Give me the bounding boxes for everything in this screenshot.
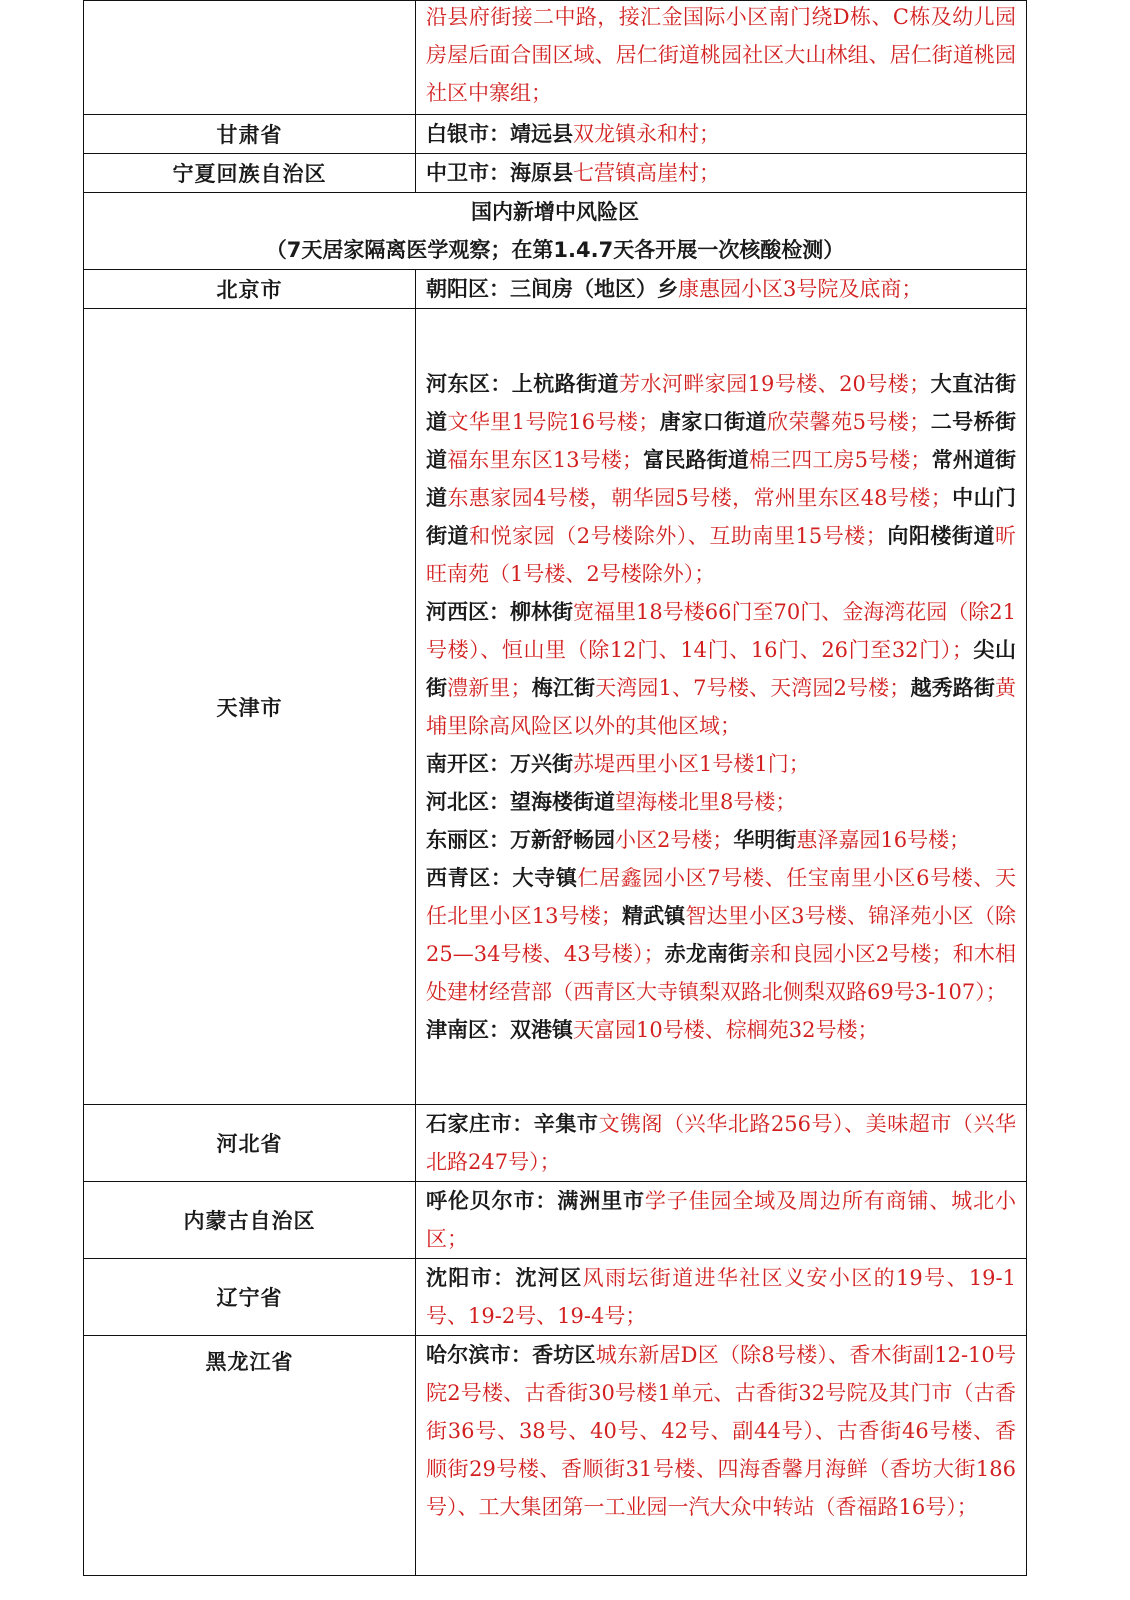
district-paragraph-hebei xyxy=(426,783,1016,821)
district-paragraph-jinnan xyxy=(426,1011,1016,1049)
district-label: 河东区：上杭路街道 xyxy=(426,371,619,396)
district-paragraph-dongli xyxy=(426,821,1016,859)
street-label: 向阳楼街道 xyxy=(886,523,995,548)
table-row xyxy=(84,1259,1027,1336)
province-cell: 北京市 xyxy=(84,270,416,309)
district-label: 东丽区：万新舒畅园 xyxy=(426,827,615,852)
area-text: 和悦家园（2号楼除外）、互助南里15号楼； xyxy=(469,523,887,548)
area-detail-cell xyxy=(416,154,1027,193)
area-detail-cell xyxy=(416,1,1027,115)
area-text: 昕旺南苑（1号楼、2号楼除外）； xyxy=(426,523,1016,586)
area-text: 仁居鑫园小区7号楼、任宝南里小区6号楼、天任北里小区13号楼； xyxy=(426,865,1016,928)
area-text: 双龙镇永和村； xyxy=(573,122,720,146)
area-detail-cell xyxy=(416,115,1027,154)
section-header-row xyxy=(84,193,1027,270)
area-text: 学子佳园全域及周边所有商铺、城北小区； xyxy=(426,1189,1017,1251)
city-district-label: 石家庄市：辛集市 xyxy=(426,1112,599,1136)
city-district-label: 哈尔滨市：香坊区 xyxy=(426,1343,596,1367)
area-text: 澧新里； xyxy=(447,675,532,700)
district-paragraph-hexi xyxy=(426,593,1016,745)
province-cell-empty xyxy=(84,1,416,115)
medium-risk-header xyxy=(84,193,1027,270)
area-text: 七营镇高崖村； xyxy=(573,161,720,185)
province-cell: 黑龙江省 xyxy=(84,1336,416,1576)
area-text: 文镌阁（兴华北路256号）、美味超市（兴华北路247号）； xyxy=(426,1112,1016,1174)
table-row xyxy=(84,154,1027,193)
province-cell: 河北省 xyxy=(84,1105,416,1182)
area-text: 城东新居D区（除8号楼）、香木街副12-10号院2号楼、古香街30号楼1单元、古香街32号院及其门市（古香街36号、38号、40号、42号、副44号）、古香街46号楼、香顺街29号楼、香顺街31号楼、四海香馨月海鲜（香坊大街186号）、工大集团第一工业园一汽大众中转站（香福路16号）； xyxy=(426,1343,1016,1519)
area-text: 东惠家园4号楼，朝华园5号楼，常州里东区48号楼； xyxy=(447,485,952,510)
city-district-label: 朝阳区：三间房（地区）乡 xyxy=(426,277,678,301)
area-detail-cell xyxy=(416,270,1027,309)
street-label: 唐家口街道 xyxy=(659,409,767,434)
area-text: 黄埔里除高风险区以外的其他区域； xyxy=(426,675,1017,738)
section-title: 国内新增中风险区 xyxy=(471,200,639,224)
area-detail-cell xyxy=(416,1336,1027,1576)
province-cell: 宁夏回族自治区 xyxy=(84,154,416,193)
area-text: 惠泽嘉园16号楼； xyxy=(796,827,971,852)
table-row xyxy=(84,270,1027,309)
area-detail-cell xyxy=(416,1259,1027,1336)
district-label: 西青区：大寺镇 xyxy=(426,865,578,890)
table-row xyxy=(84,115,1027,154)
table-row xyxy=(84,1,1027,115)
area-detail-cell xyxy=(416,1105,1027,1182)
risk-area-document xyxy=(83,0,1027,1576)
street-label: 尖山街 xyxy=(426,637,1017,700)
province-cell: 甘肃省 xyxy=(84,115,416,154)
risk-area-table xyxy=(83,0,1027,1576)
table-row xyxy=(84,1182,1027,1259)
area-text: 芳水河畔家园19号楼、20号楼； xyxy=(619,371,931,396)
district-label: 南开区：万兴街 xyxy=(426,751,573,776)
area-text: 文华里1号院16号楼； xyxy=(447,409,660,434)
city-district-label: 沈阳市：沈河区 xyxy=(426,1266,583,1290)
street-label: 越秀路街 xyxy=(910,675,996,700)
street-label: 赤龙南街 xyxy=(664,941,750,966)
street-label: 中山门街道 xyxy=(426,485,1017,548)
area-text: 亲和良园小区2号楼；和木相处建材经营部（西青区大寺镇梨双路北侧梨双路69号3-107）； xyxy=(426,941,1016,1004)
area-text: 小区2号楼； xyxy=(615,827,734,852)
street-label: 常州道街道 xyxy=(426,447,1016,510)
table-row xyxy=(84,1105,1027,1182)
area-text: 欣荣馨苑5号楼； xyxy=(766,409,931,434)
area-detail-cell xyxy=(416,309,1027,1105)
district-paragraph-xiqing xyxy=(426,859,1016,1011)
street-label: 精武镇 xyxy=(621,903,686,928)
area-text: 风雨坛街道进华社区义安小区的19号、19-1号、19-2号、19-4号； xyxy=(426,1266,1016,1328)
city-district-label: 呼伦贝尔市：满洲里市 xyxy=(426,1189,645,1213)
district-label: 津南区：双港镇 xyxy=(426,1017,573,1042)
table-row xyxy=(84,1336,1027,1576)
street-label: 华明街 xyxy=(733,827,797,852)
street-label: 富民路街道 xyxy=(643,447,749,472)
area-detail-cell xyxy=(416,1182,1027,1259)
table-row xyxy=(84,309,1027,1105)
area-text: 宽福里18号楼66门至70门、金海湾花园（除21号楼）、恒山里（除12门、14门、16门、26门至32门）； xyxy=(426,599,1016,662)
street-label: 大直沽街道 xyxy=(426,371,1016,434)
province-cell: 天津市 xyxy=(84,309,416,1105)
area-text: 康惠园小区3号院及底商； xyxy=(678,277,923,301)
city-district-label: 中卫市：海原县 xyxy=(426,161,573,185)
area-text: 望海楼北里8号楼； xyxy=(615,789,797,814)
area-text: 智达里小区3号楼、锦泽苑小区（除25—34号楼、43号楼）； xyxy=(426,903,1016,966)
district-label: 河北区：望海楼街道 xyxy=(426,789,615,814)
province-cell: 内蒙古自治区 xyxy=(84,1182,416,1259)
area-text: 福东里东区13号楼； xyxy=(447,447,644,472)
area-text: 天富园10号楼、棕榈苑32号楼； xyxy=(573,1017,879,1042)
province-cell: 辽宁省 xyxy=(84,1259,416,1336)
district-paragraph-hedong xyxy=(426,365,1016,593)
area-text: 苏堤西里小区1号楼1门； xyxy=(573,751,810,776)
district-label: 河西区：柳林街 xyxy=(426,599,574,624)
street-label: 二号桥街道 xyxy=(426,409,1017,472)
section-subtitle: （7天居家隔离医学观察；在第1.4.7天各开展一次核酸检测） xyxy=(265,238,845,262)
area-text: 天湾园1、7号楼、天湾园2号楼； xyxy=(595,675,911,700)
street-label: 梅江街 xyxy=(531,675,596,700)
district-paragraph-nankai xyxy=(426,745,1016,783)
area-text: 棉三四工房5号楼； xyxy=(748,447,932,472)
area-text: 沿县府街接二中路，接汇金国际小区南门绕D栋、C栋及幼儿园房屋后面合围区域、居仁街道桃园社区大山林组、居仁街道桃园社区中寨组； xyxy=(426,5,1016,105)
city-district-label: 白银市：靖远县 xyxy=(426,122,573,146)
